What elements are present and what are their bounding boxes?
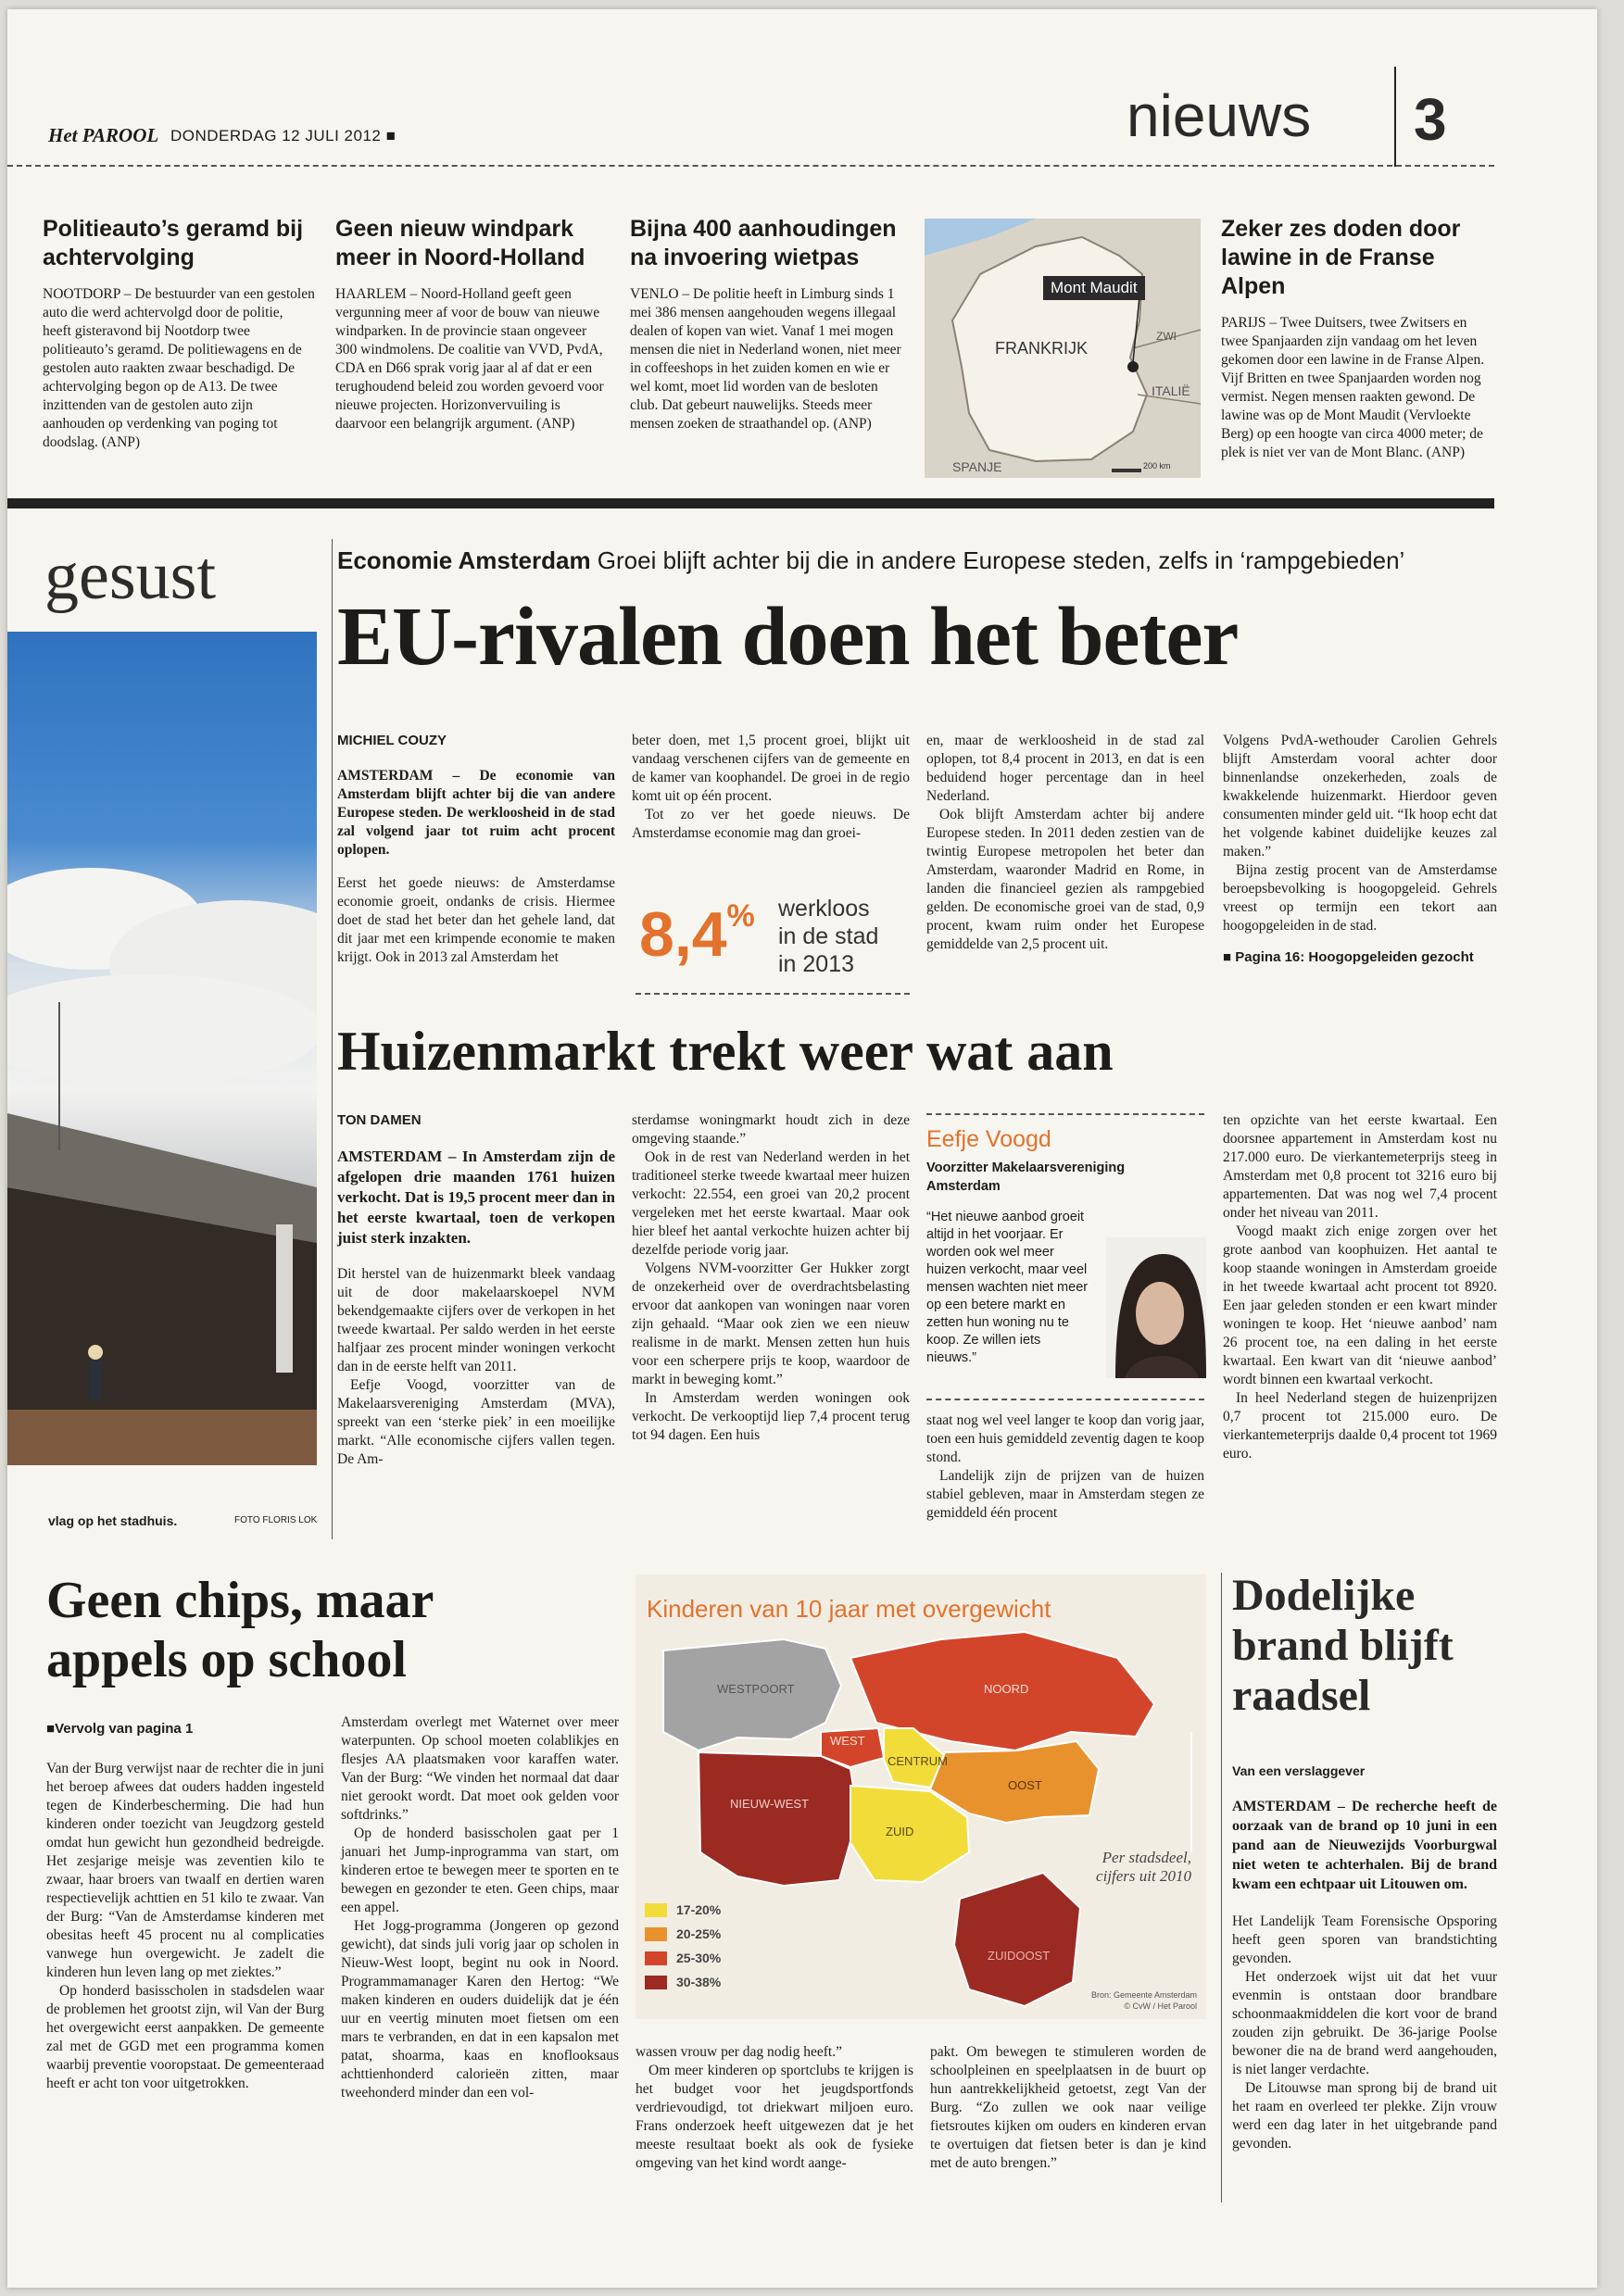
map-callout: Mont Maudit: [1043, 276, 1145, 300]
district-nieuw-west: [699, 1752, 858, 1886]
brief-wietpas: [630, 215, 904, 433]
body-paragraph: Eefje Voogd, voorzitter van de Makelaarsvereniging Amsterdam (MVA), spreekt van een ‘sterke piek’ in een moeilijke markt. “Alle economische cijfers vallen tegen. De Am-: [337, 1377, 615, 1467]
map-note: [1051, 1849, 1191, 1886]
body-paragraph: Op honderd basisscholen in stadsdelen waar de problemen het grootst zijn, wil Van der Burg het overgewicht eerst aanpakken. De gemeente zal met de GGD met een programma komen waarbij preventie vooropstaat. De gemeenteraad heeft er acht ton voor uitgetrokken.: [46, 1983, 324, 2091]
photo-graphic: [7, 632, 317, 1465]
article1-reference: [1223, 948, 1497, 967]
brief-police: [43, 215, 315, 452]
map-neighbor-label: ITALIË: [1152, 383, 1190, 398]
district-zuidoost: [954, 1873, 1080, 2006]
article3-col4: [930, 2043, 1206, 2173]
legend-swatch: [645, 1951, 667, 1965]
amsterdam-overweight-map: [636, 1575, 1206, 2019]
article1-headline: EU-rivalen doen het beter: [337, 591, 1239, 683]
photo-headline: gesust: [44, 538, 216, 614]
stat-unit: %: [726, 898, 755, 934]
issue-date: [170, 127, 396, 145]
stat-value: [639, 898, 755, 971]
body-paragraph: Bijna zestig procent van de Amsterdamse beroepsbevolking is hoogopgeleid. Gehrels vreest op termijn een tekort aan hoogopgeleiden in de stad.: [1223, 862, 1497, 934]
map-country-label: FRANKRIJK: [995, 339, 1089, 358]
article3-reference: [46, 1721, 193, 1737]
stat-box: [636, 889, 910, 995]
headline-line: appels op school: [46, 1631, 407, 1688]
photo-credit: FOTO FLORIS LOK: [234, 1515, 318, 1525]
masthead-divider: [1394, 67, 1396, 167]
quote-name: Eefje Voogd: [926, 1126, 1051, 1152]
body-paragraph: Van der Burg verwijst naar de rechter die in juni het beroep afwees dat ouders hadden ingesteld tegen de Kinderbescherming. Die had hun kinderen onder toezicht van Jeugdzorg gesteld omdat hun gewicht hun gezondheid bedreigde. Het zesjarige meisje was zeventien kilo te zwaar, haar broers van twaalf en dertien waren respectievelijk achttien en 51 kilo te zwaar. Van der Burg: “Van de Amsterdamse kinderen met obesitas heeft 45 procent nu al complicaties vanwege hun overgewicht. Je zadelt die kinderen hun leven lang op met ziektes.”: [46, 1761, 324, 1980]
legend-row: [645, 1926, 721, 1941]
body-paragraph: sterdamse woningmarkt houdt zich in deze omgeving staande.”: [632, 1112, 910, 1147]
reference-text: Vervolg van pagina 1: [55, 1721, 194, 1737]
district-label: NIEUW-WEST: [730, 1797, 809, 1811]
newspaper-page: [7, 9, 1597, 2288]
body-paragraph: pakt. Om bewegen te stimuleren worden de schoolpleinen en speelplaatsen in de buurt op hun aantrekkelijkheid getoetst, zegt Van der Burg. “Zo zullen we ook naar veilige fietsroutes kijken om ouders en kinderen ervan te overtuigen dat fietsen beter is dan je kind met de auto brengen.”: [930, 2044, 1206, 2171]
quote-box: [926, 1113, 1204, 1400]
body-paragraph: Het Jogg-programma (Jongeren op gezond gewicht), dat sinds juli vorig jaar op scholen in Nieuw-West loopt, begint nu ook in Noord. Programmamanager Karen den Hertog: “We maken kinderen en ouders duidelijk dat je één uur en veertig minuten moet fietsen om een mars te verbranden, en dat in een kapsalon met patat, shoarma, kaas en knoflooksaus achttienhonderd calorieën zitten, maar tweehonderd minder dan een vol-: [341, 1918, 619, 2101]
district-map-graphic: [636, 1575, 1206, 2019]
body-paragraph: Dit herstel van de huizenmarkt bleek vandaag uit de door makelaarskoepel NVM bekendgemaakte cijfers over de verkopen in het tweede kwartaal. Per saldo werden in het eerste halfjaar zes procent minder woningen verkocht dan in de eerste helft van 2011.: [337, 1266, 615, 1374]
brief-title: Geen nieuw windpark meer in Noord-Holland: [335, 216, 585, 270]
article3-col3: [636, 2043, 913, 2173]
legend-label: 25-30%: [676, 1951, 722, 1965]
map-neighbor-label: ZWI: [1156, 330, 1177, 343]
body-paragraph: Ook blijft Amsterdam achter bij andere Europese steden. In 2011 deden zestien van de twintig Europese metropolen het beter dan Amsterdam, waaronder Madrid en Rome, in landen die financieel gezien als rampgebied gelden. De economische groei van de stad, 0,9 procent, kwam ruim onder het Europese gemiddelde van 2,5 procent uit.: [926, 807, 1204, 952]
map-legend: [645, 1902, 721, 1999]
article2-col1: [337, 1111, 615, 1469]
body-paragraph: Ook in de rest van Nederland werden in het traditioneel sterke tweede kwartaal meer huizen verkocht: 22.554, een groei van 20,2 procent vergeleken met het eerste kwartaal. Maar ook hier bleef het aantal verkochte huizen achter bij dezelfde periode vorig jaar.: [632, 1149, 910, 1258]
article1-lead: AMSTERDAM – De economie van Amsterdam blijft achter bij die van andere Europese steden. De werkloosheid in de stad zal volgend jaar tot ruim acht procent oplopen.: [337, 768, 615, 858]
location-dot-icon: [1127, 361, 1139, 372]
body-paragraph: Op de honderd basisscholen gaat per 1 januari het Jump-inprogramma van start, om kinderen ertoe te bewegen meer te sporten en te bewegen en gezonder te eten. Geen chips, maar een appel.: [341, 1826, 619, 1915]
body-paragraph: In heel Nederland stegen de huizenprijzen 0,7 procent tot 215.000 euro. De vierkantemeterprijs daalde 0,4 procent tot 1969 euro.: [1223, 1390, 1497, 1462]
district-label: ZUIDOOST: [988, 1949, 1051, 1963]
quote-text: “Het nieuwe aanbod groeit altijd in het voorjaar. Er worden ook wel meer huizen verkocht, maar veel mensen wachten niet meer op een betere markt en zetten hun woning nu te koop. Ze willen iets nieuws.”: [926, 1210, 1089, 1365]
reference-text: Pagina 16: Hoogopgeleiden gezocht: [1235, 949, 1474, 965]
byline: TON DAMEN: [337, 1112, 422, 1128]
body-paragraph: Tot zo ver het goede nieuws. De Amsterdamse economie mag dan groei-: [632, 807, 910, 841]
body-paragraph: Om meer kinderen op sportclubs te krijgen is het budget voor het jeugdsportfonds verdrievoudigd, tot driekwart miljoen euro. Frans onderzoek heeft uitgewezen dat je het meeste resultaat boekt als ook de fysieke omgeving van het kind wordt aange-: [636, 2063, 913, 2171]
article1-col1: [337, 732, 615, 967]
article1-col2: [632, 732, 910, 843]
body-paragraph: wassen vrouw per dag nodig heeft.”: [636, 2044, 842, 2060]
city-hall-flag-photo: [7, 632, 317, 1465]
square-bullet-icon: ■: [385, 127, 397, 144]
body-paragraph: Voogd maakt zich enige zorgen over het grote aanbod van koophuizen. Het aantal te koop staande woningen in Amsterdam groeide in het tweede kwartaal acht procent tot 8920. Een jaar geleden stonden er een kwart minder woningen te koop. Het ‘nieuwe aanbod’ nam 26 procent toe, na een daling in het eerste kwartaal. Een kwart van dit ‘nieuwe aanbod’ wordt binnen een kwartaal verkocht.: [1223, 1223, 1497, 1387]
map-note-line: Per stadsdeel,: [1102, 1849, 1191, 1866]
kicker-subtitle: Groei blijft achter bij die in andere Europese steden, zelfs in ‘rampgebieden’: [597, 546, 1405, 574]
brief-title: Politieauto’s geramd bij achtervolging: [43, 216, 304, 270]
byline: Van een verslaggever: [1232, 1763, 1366, 1778]
map-source-line: Bron: Gemeente Amsterdam: [1090, 1990, 1197, 2000]
legend-swatch: [645, 1903, 667, 1917]
district-label: OOST: [1008, 1778, 1042, 1792]
article2-col3: [926, 1411, 1204, 1523]
district-label: WEST: [830, 1734, 865, 1748]
france-locator-map: [925, 219, 1201, 478]
body-paragraph: beter doen, met 1,5 procent groei, blijkt uit vandaag verschenen cijfers van de gemeente en de kamer van koophandel. De groei in de regio komt uit op één procent.: [632, 733, 910, 804]
legend-row: [645, 1975, 721, 1989]
body-paragraph: staat nog wel veel langer te koop dan vorig jaar, toen een huis gemiddeld zeventig dagen te koop stond.: [926, 1412, 1204, 1465]
body-paragraph: Landelijk zijn de prijzen van de huizen stabiel gebleven, maar in Amsterdam stegen ze gemiddeld één procent: [926, 1468, 1204, 1521]
district-label: WESTPOORT: [717, 1682, 795, 1696]
article1-col3: [926, 732, 1204, 954]
map-neighbor-label: SPANJE: [952, 459, 1002, 474]
stat-label-line: in de stad: [778, 923, 879, 949]
headline-line: brand blijft: [1232, 1621, 1454, 1670]
article1-kicker: [337, 546, 1404, 575]
stat-label-line: werkloos: [778, 896, 870, 922]
article3-col2: [341, 1713, 619, 2102]
body-paragraph: Amsterdam overlegt met Waternet over meer waterpunten. Op school moeten colablikjes en flesjes AA plaatsmaken voor karaffen water. Van der Burg: “We vinden het normaal dat daar niet gerookt wordt. Dat moet ook gelden voor softdrinks.”: [341, 1714, 619, 1823]
body-paragraph: De Litouwse man sprong bij de brand uit het raam en overleed ter plekke. Zijn vrouw werd een dag later in het uitgebrande pand gevonden.: [1232, 2080, 1497, 2152]
body-paragraph: Volgens NVM-voorzitter Ger Hukker zorgt de onzekerheid over de overdrachtsbelasting ervoor dat aankopen van woningen naar voren zijn gehaald. “Maar ook zien we een nieuw realisme in de markt. Mensen zetten hun huis voor een scherpere prijs te koop, waardoor de markt in beweging komt.”: [632, 1261, 910, 1387]
body-paragraph: Het Landelijk Team Forensische Opsporing heeft geen sporen van brandstichting gevonden.: [1232, 1913, 1497, 1966]
stat-label-line: in 2013: [778, 951, 855, 977]
page-number: 3: [1414, 86, 1447, 153]
brief-title: Zeker zes doden door lawine in de Franse Alpen: [1221, 216, 1461, 299]
legend-row: [645, 1902, 721, 1917]
body-paragraph: ten opzichte van het eerste kwartaal. Een doorsnee appartement in Amsterdam kost nu 217.000 euro. De vierkantemeterprijs steeg in Amsterdam met 0,8 procent tot 3216 euro bij appartementen. Dat was nog wel 7,4 procent onder het niveau van 2011.: [1223, 1112, 1497, 1221]
district-label: CENTRUM: [888, 1754, 948, 1768]
stat-label: [778, 895, 878, 978]
legend-row: [645, 1951, 721, 1965]
map-note-line: cijfers uit 2010: [1096, 1867, 1191, 1885]
article4-lead: AMSTERDAM – De recherche heeft de oorzaak van de brand op 10 juni in een pand aan de Nieuwezijds Voorburgwal niet weten te achterhalen. Bij de brand kwam een echtpaar uit Litouwen om.: [1232, 1799, 1497, 1892]
article1-col4: [1223, 732, 1497, 967]
legend-label: 30-38%: [676, 1975, 722, 1989]
body-paragraph: Eerst het goede nieuws: de Amsterdamse economie groeit, ondanks de crisis. Hiermee doet de stad het beter dan het gehele land, dat dit jaar met een krimpende economie te maken krijgt. Ook in 2013 zal Amsterdam het: [337, 875, 615, 965]
stat-number: 8,4: [639, 899, 727, 970]
section-title: nieuws: [1127, 82, 1312, 149]
article2-col4: [1223, 1111, 1497, 1463]
portrait-graphic: [1106, 1237, 1206, 1378]
brief-windpark: [335, 215, 604, 433]
map-title: Kinderen van 10 jaar met overgewicht: [647, 1595, 1051, 1623]
map-source-line: © CvW / Het Parool: [1124, 2001, 1197, 2011]
article2-headline: Huizenmarkt trekt weer wat aan: [337, 1021, 1114, 1082]
body-paragraph: Het onderzoek wijst uit dat het vuur evenmin is ontstaan door brandbare schoonmaakmiddelen die kort voor de brand zouden zijn gebruikt. De 36-jarige Poolse bewoner die na de brand werd aangehouden, is niet langer verdachte.: [1232, 1969, 1497, 2077]
brief-body: VENLO – De politie heeft in Limburg sinds 1 mei 386 mensen aangehouden wegens illegaal dealen of kopen van wiet. Vanaf 1 mei mogen mensen die niet in Nederland wonen, niet meer in coffeeshops in het zuiden komen en wie er wel komt, moet lid worden van de besloten club. Dat gebeurt nauwelijks. Steeds meer mensen zoeken de straathandel op. (ANP): [630, 286, 901, 432]
legend-label: 17-20%: [676, 1902, 722, 1917]
square-bullet-icon: ■: [1223, 949, 1232, 965]
quote-role: Voorzitter Makelaarsvereniging Amsterdam: [926, 1161, 1126, 1194]
column-divider: [1221, 1573, 1222, 2202]
headline-line: raadsel: [1232, 1671, 1371, 1720]
body-paragraph: en, maar de werkloosheid in de stad zal oplopen, tot 8,4 procent in 2013, en dat is een beduidend hoger percentage dan in heel Nederland.: [926, 733, 1204, 804]
headline-line: Dodelijke: [1232, 1571, 1416, 1620]
issue-date-text: DONDERDAG 12 JULI 2012: [170, 127, 382, 144]
map-source: [1025, 1989, 1197, 2012]
article3-headline: [46, 1571, 434, 1689]
map-scale: 200 km: [1143, 461, 1171, 470]
article4-headline: [1232, 1571, 1454, 1721]
kicker-label: Economie Amsterdam: [337, 546, 591, 574]
logo: Het PAROOL: [48, 124, 159, 146]
legend-label: 20-25%: [676, 1926, 722, 1941]
photo-caption: vlag op het stadhuis.: [48, 1513, 178, 1528]
brief-body: NOOTDORP – De bestuurder van een gestolen auto die werd achtervolgd door de politie, heeft gisteravond bij Nootdorp twee politieauto’s geramd. De politiewagens en de gestolen auto raakten zwaar beschadigd. De achtervolging begon op de A13. De twee inzittenden van de gestolen auto zijn aanhouden op verdenking van poging tot doodslag. (ANP): [43, 286, 315, 450]
brief-body: PARIJS – Twee Duitsers, twee Zwitsers en twee Spanjaarden zijn vandaag om het leven gekomen door een lawine in de Franse Alpen. Vijf Britten en twee Spanjaarden worden nog vermist. Negen mensen raakten gewond. De lawine was op de Mont Maudit (Vervloekte Berg) op een hoogte van circa 4000 meter; de plek is niet ver van de Mont Blanc. (ANP): [1221, 315, 1485, 460]
column-divider: [332, 539, 333, 1539]
body-paragraph: In Amsterdam werden woningen ook verkocht. De verkooptijd liep 7,4 procent terug tot 94 dagen. Een huis: [632, 1390, 910, 1443]
headline-line: Geen chips, maar: [46, 1572, 434, 1629]
legend-swatch: [645, 1927, 667, 1941]
article3-col1: [46, 1760, 324, 2093]
body-paragraph: Volgens PvdA-wethouder Carolien Gehrels blijft Amsterdam vooral achter door binnenlandse onzekerheden, zoals de kwakkelende huizenmarkt. Hierdoor geven consumenten minder geld uit. “Ik hoop echt dat het volgende kabinet duidelijke keuzes zal maken.”: [1223, 733, 1497, 859]
article2-col2: [632, 1111, 910, 1445]
legend-swatch: [645, 1976, 667, 1989]
brief-body: HAARLEM – Noord-Holland geeft geen vergunning meer af voor de bouw van nieuwe windparken. In de provincie staan ongeveer 300 windmolens. De coalitie van VVD, PvdA, CDA en D66 sprak vorig jaar al af dat er een terughoudend beleid zou worden gevoerd voor nieuwe projecten. Horizonvervuiling is daarvoor een belangrijk argument. (ANP): [335, 286, 604, 432]
district-label: ZUID: [886, 1825, 914, 1838]
article2-lead: AMSTERDAM – In Amsterdam zijn de afgelopen drie maanden 1761 huizen verkocht. Dat is 19,5 procent meer dan in het eerste kwartaal, toen de verkopen juist sterk inzakten.: [337, 1148, 615, 1247]
byline: MICHIEL COUZY: [337, 733, 447, 748]
brief-lawine: [1221, 215, 1497, 462]
brief-title: Bijna 400 aanhoudingen na invoering wietpas: [630, 216, 897, 270]
portrait-photo: [1106, 1237, 1206, 1378]
square-bullet-icon: ■: [46, 1721, 56, 1737]
district-label: NOORD: [984, 1682, 1029, 1696]
section-rule: [7, 498, 1494, 508]
article4-body: [1232, 1762, 1497, 2153]
masthead-dashed-rule: [7, 165, 1494, 167]
